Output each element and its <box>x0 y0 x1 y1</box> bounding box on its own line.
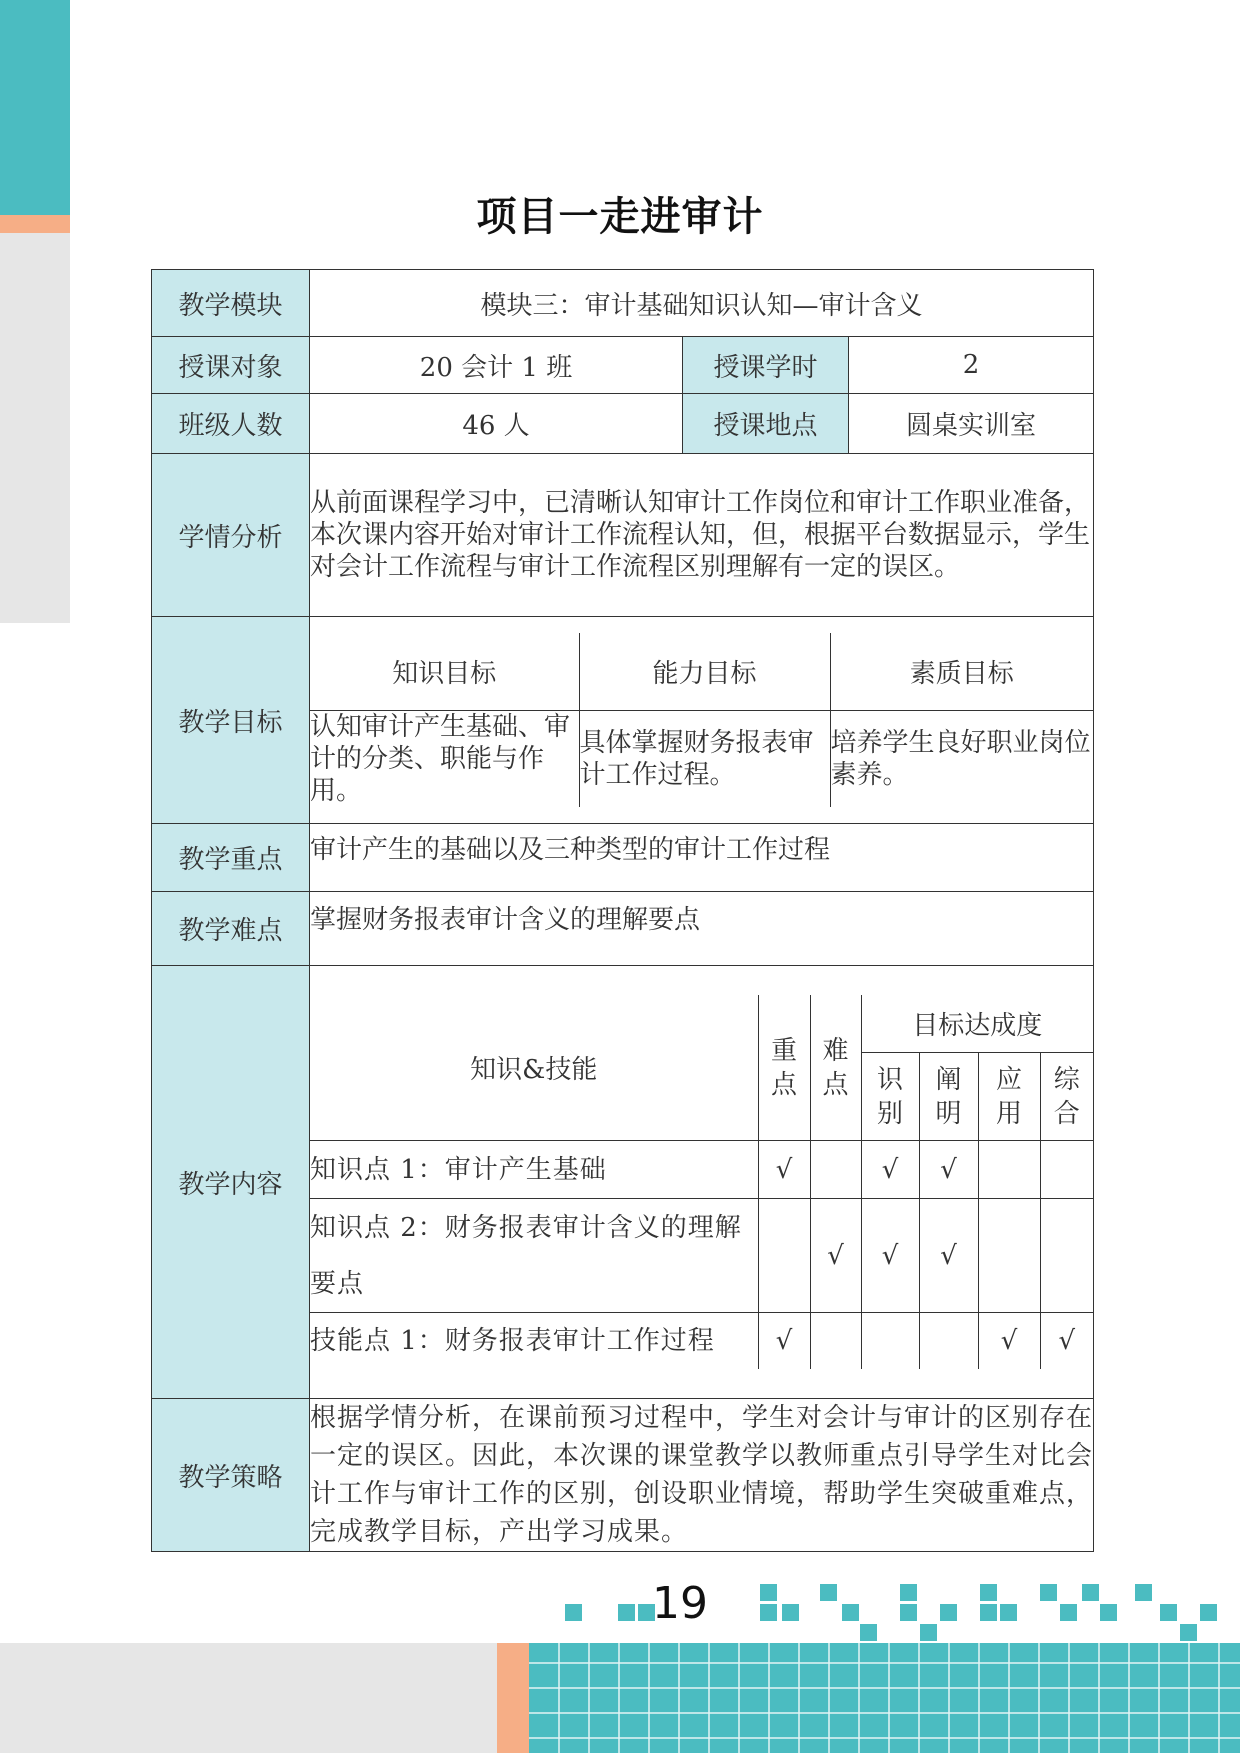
col-key: 重 点 <box>758 995 810 1141</box>
module-label: 教学模块 <box>152 270 310 337</box>
strategy-text: 根据学情分析，在课前预习过程中，学生对会计与审计的区别存在一定的误区。因此，本次课的课堂教学以教师重点引导学生对比会计工作与审计工作的区别，创设职业情境，帮助学生突破重难点，完成教学目标，产出学习成果。 <box>310 1399 1094 1552</box>
page-number: 19 <box>652 1578 708 1629</box>
objective-quality: 培养学生良好职业岗位素养。 <box>830 710 1093 807</box>
col-apply: 应 用 <box>978 1053 1040 1141</box>
content-table <box>310 995 1093 1370</box>
mark-identify <box>861 1313 919 1370</box>
place-value: 圆桌实训室 <box>849 394 1094 454</box>
objectives-cell <box>310 617 1094 824</box>
decor-grid-pattern <box>529 1643 1240 1753</box>
mark-apply <box>978 1141 1040 1199</box>
content-label: 教学内容 <box>152 966 310 1399</box>
analysis-label: 学情分析 <box>152 454 310 617</box>
difficulties-text: 掌握财务报表审计含义的理解要点 <box>310 892 1094 966</box>
item-name: 知识点 2：财务报表审计含义的理解要点 <box>310 1199 758 1313</box>
col-knowledge-skill: 知识&技能 <box>310 995 758 1141</box>
col-target-achievement: 目标达成度 <box>861 995 1093 1053</box>
mark-explain <box>919 1313 978 1370</box>
page-title: 项目一走进审计 <box>476 194 764 240</box>
decor-teal-bar <box>0 0 70 215</box>
table-row <box>310 1199 1093 1313</box>
col-identify: 识 别 <box>861 1053 919 1141</box>
objective-header-knowledge: 知识目标 <box>310 633 579 710</box>
hours-label: 授课学时 <box>683 337 849 394</box>
objective-header-ability: 能力目标 <box>579 633 830 710</box>
table-row <box>310 1141 1093 1199</box>
class-size-label: 班级人数 <box>152 394 310 454</box>
module-value: 模块三：审计基础知识认知—审计含义 <box>310 270 1094 337</box>
mark-synthesize <box>1040 1141 1093 1199</box>
col-synthesize: 综 合 <box>1040 1053 1093 1141</box>
decor-bottom-orange <box>497 1643 529 1753</box>
mark-synthesize: √ <box>1040 1313 1093 1370</box>
mark-identify: √ <box>861 1199 919 1313</box>
key-points-text: 审计产生的基础以及三种类型的审计工作过程 <box>310 824 1094 892</box>
mark-explain: √ <box>919 1141 978 1199</box>
place-label: 授课地点 <box>683 394 849 454</box>
objectives-label: 教学目标 <box>152 617 310 824</box>
item-name: 技能点 1：财务报表审计工作过程 <box>310 1313 758 1370</box>
objectives-table <box>310 633 1093 807</box>
mark-difficulty <box>810 1313 861 1370</box>
class-size-value: 46 人 <box>310 394 683 454</box>
lesson-plan-table <box>151 269 1094 1552</box>
mark-key <box>758 1199 810 1313</box>
mark-synthesize <box>1040 1199 1093 1313</box>
hours-value: 2 <box>849 337 1094 394</box>
difficulties-label: 教学难点 <box>152 892 310 966</box>
decor-grey-bar <box>0 233 70 623</box>
mark-explain: √ <box>919 1199 978 1313</box>
table-row <box>310 1313 1093 1370</box>
strategy-label: 教学策略 <box>152 1399 310 1552</box>
mark-apply: √ <box>978 1313 1040 1370</box>
key-points-label: 教学重点 <box>152 824 310 892</box>
target-label: 授课对象 <box>152 337 310 394</box>
mark-difficulty <box>810 1141 861 1199</box>
mark-apply <box>978 1199 1040 1313</box>
mark-key: √ <box>758 1141 810 1199</box>
objective-ability: 具体掌握财务报表审计工作过程。 <box>579 710 830 807</box>
mark-difficulty: √ <box>810 1199 861 1313</box>
mark-identify: √ <box>861 1141 919 1199</box>
col-explain: 阐 明 <box>919 1053 978 1141</box>
mark-key: √ <box>758 1313 810 1370</box>
objective-knowledge: 认知审计产生基础、审计的分类、职能与作用。 <box>310 710 579 807</box>
objective-header-quality: 素质目标 <box>830 633 1093 710</box>
content-cell <box>310 966 1094 1399</box>
col-difficulty: 难 点 <box>810 995 861 1141</box>
target-value: 20 会计 1 班 <box>310 337 683 394</box>
analysis-text: 从前面课程学习中，已清晰认知审计工作岗位和审计工作职业准备，本次课内容开始对审计工作流程认知，但，根据平台数据显示，学生对会计工作流程与审计工作流程区别理解有一定的误区。 <box>310 454 1094 617</box>
item-name: 知识点 1：审计产生基础 <box>310 1141 758 1199</box>
